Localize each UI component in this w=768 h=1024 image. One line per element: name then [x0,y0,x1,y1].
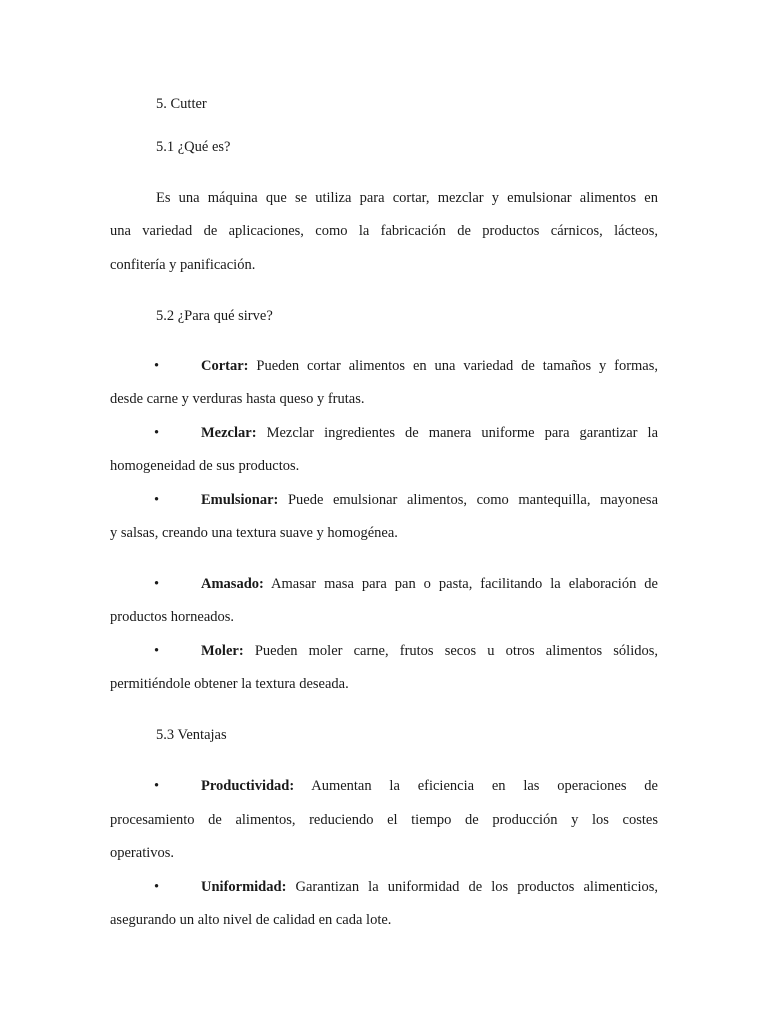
term-cortar: Cortar: [201,358,249,374]
what-is-line-3: confitería y panificación. [110,257,256,273]
text-amasado: Amasar masa para pan o pasta, facilitando la elaboración de [271,576,658,592]
term-uniformidad: Uniformidad: [201,879,287,895]
bullet-icon: • [154,425,160,441]
list-item-mezclar [110,424,658,442]
continuation-emulsionar: y salsas, creando una textura suave y homogénea. [110,525,398,541]
continuation-productividad: procesamiento de alimentos, reduciendo el tiempo de producción y los costes [110,812,658,828]
bullet-icon: • [154,778,160,794]
text-cortar: Pueden cortar alimentos en una variedad de tamaños y formas, [256,358,659,374]
heading-uses: 5.2 ¿Para qué sirve? [156,308,273,324]
bullet-icon: • [154,358,160,374]
section-title: 5. Cutter [156,96,207,112]
text-emulsionar: Puede emulsionar alimentos, como mantequilla, mayonesa [287,492,659,508]
list-item-amasado [110,575,658,593]
continuation-productividad-2: operativos. [110,845,175,861]
bullet-icon: • [154,492,160,508]
bullet-icon: • [154,576,160,592]
continuation-amasado: productos horneados. [110,609,235,625]
term-moler: Moler: [201,643,244,659]
heading-advantages: 5.3 Ventajas [156,727,227,743]
list-item-uniformidad [110,878,658,896]
heading-what-is: 5.1 ¿Qué es? [156,139,231,155]
term-productividad: Productividad: [201,778,295,794]
term-amasado: Amasado: [201,576,264,592]
list-item-cortar [110,357,658,375]
bullet-icon: • [154,879,160,895]
continuation-uniformidad: asegurando un alto nivel de calidad en cada lote. [110,912,392,928]
term-emulsionar: Emulsionar: [201,492,279,508]
text-moler: Pueden moler carne, frutos secos u otros alimentos sólidos, [254,643,658,659]
text-uniformidad: Garantizan la uniformidad de los productos alimenticios, [295,879,658,895]
what-is-line-1: Es una máquina que se utiliza para cortar, mezclar y emulsionar alimentos en [156,190,658,206]
list-item-emulsionar [110,491,658,509]
list-item-moler [110,642,658,660]
text-mezclar: Mezclar ingredientes de manera uniforme para garantizar la [266,425,658,441]
continuation-mezclar: homogeneidad de sus productos. [110,458,300,474]
continuation-moler: permitiéndole obtener la textura deseada. [110,676,349,692]
continuation-cortar: desde carne y verduras hasta queso y frutas. [110,391,365,407]
term-mezclar: Mezclar: [201,425,257,441]
bullet-icon: • [154,643,160,659]
list-item-productividad [110,777,658,795]
what-is-line-2: una variedad de aplicaciones, como la fabricación de productos cárnicos, lácteos, [110,223,658,239]
text-productividad: Aumentan la eficiencia en las operaciones de [311,778,658,794]
